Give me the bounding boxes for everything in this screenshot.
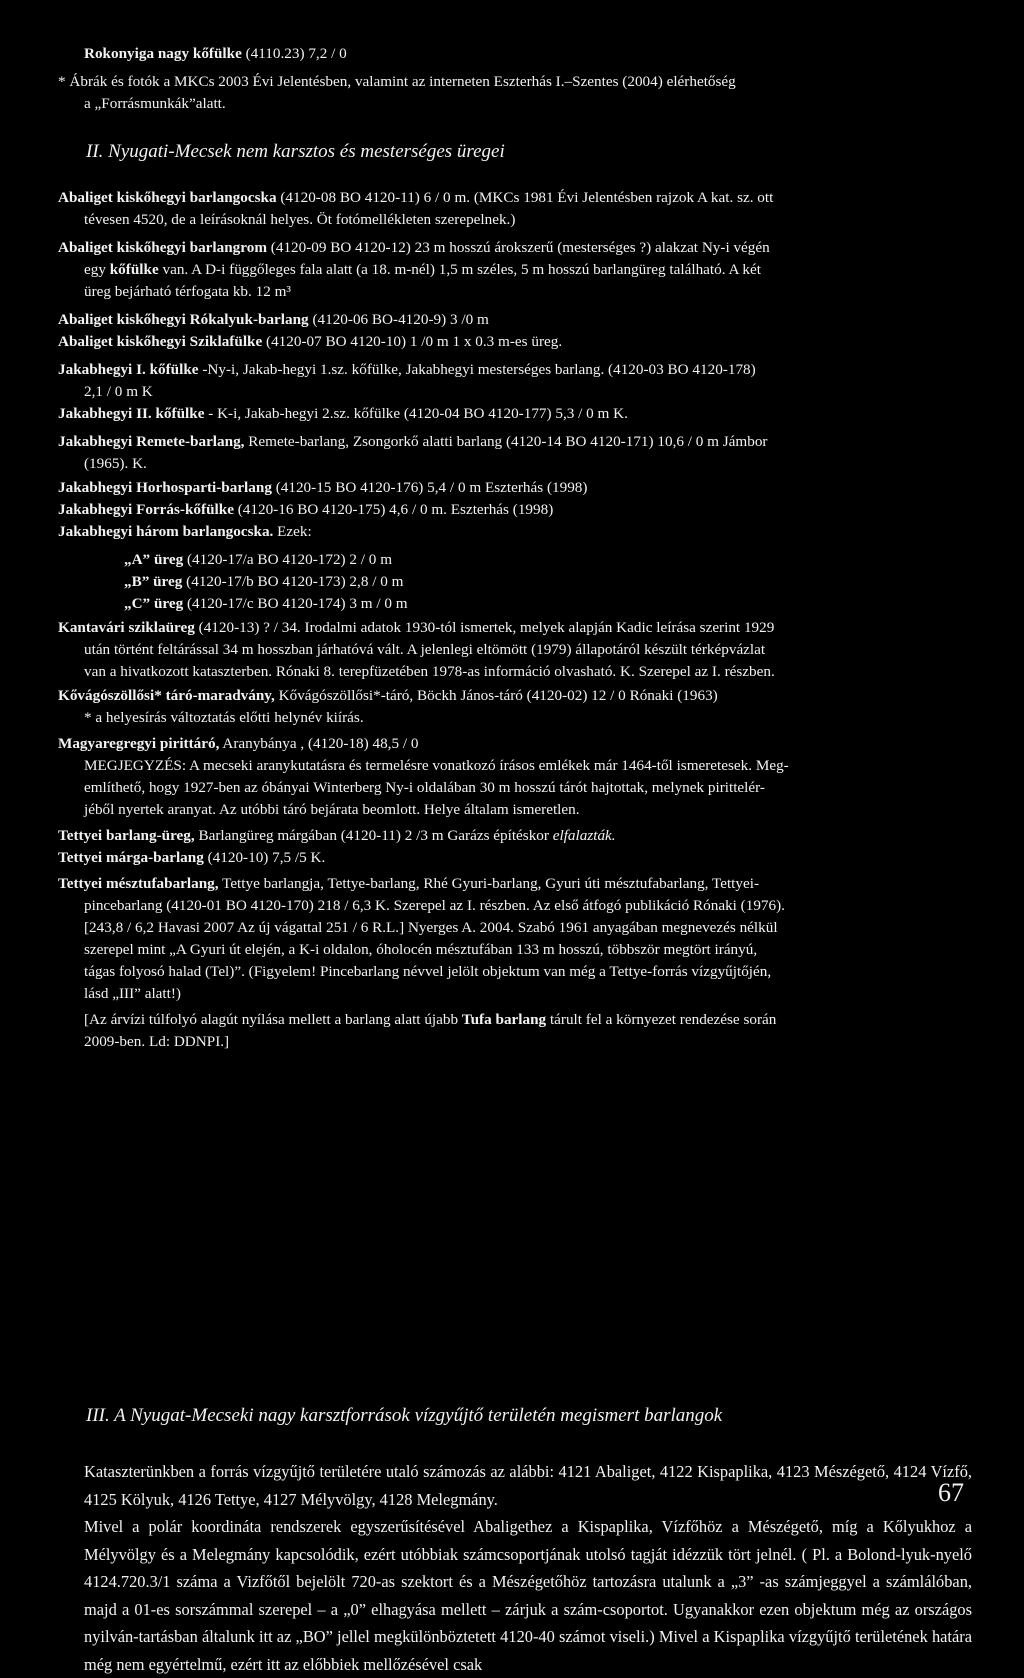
text-line: [84, 918, 984, 938]
text-span: Tettye barlangja, Tettye-barlang, Rhé Gyuri-barlang, Gyuri úti mésztufabarlang, Tettyei-: [218, 875, 759, 892]
text-span: tárult fel a környezet rendezése során: [546, 1011, 777, 1028]
entry-name: Magyaregregyi pirittáró,: [58, 735, 220, 752]
text-span: (4120-06 BO-4120-9) 3 /0 m: [308, 311, 489, 328]
text-line: [58, 734, 958, 754]
text-span: (4120-17/a BO 4120-172) 2 / 0 m: [183, 551, 393, 568]
text-span: (4120-09 BO 4120-12) 23 m hosszú árokszerű (mesterséges ?) alakzat Ny-i végén: [267, 239, 770, 256]
entry-name: Jakabhegyi Horhosparti-barlang: [58, 479, 272, 496]
entry-name: „A” üreg: [124, 551, 184, 568]
text-line: [84, 640, 984, 660]
text-span: Remete-barlang, Zsongorkő alatti barlang (4120-14 BO 4120-171) 10,6 / 0 m Jámbor: [244, 433, 768, 450]
text-line: [84, 962, 984, 982]
text-line: [84, 756, 984, 776]
text-line: [58, 432, 958, 452]
text-line: [84, 940, 984, 960]
text-span: pincebarlang (4120-01 BO 4120-170) 218 / 6,3 K. Szerepel az I. részben. Az első átfogó publikáció Rónaki (1976).: [84, 897, 785, 914]
paragraph: Mivel a polár koordináta rendszerek egyszerűsítésével Abaligethez a Kispaplika, Vízfőhöz a Mészégető, míg a Kőlyukhoz a Mélyvölgy és a Melegmány kapcsolódik, ezért utóbbiak számcsoportjának utolsó tagját idézzük tört jelnél. ( Pl. a Bolond-lyuk-nyelő 4124.720.3/1 száma a Vizfőtől bejelölt 720-as szektort és a Mészégetőhöz tartozásra utalunk a „3” -as számjeggyel a számlálóban, majd a 01-es sorszámmal szerepel – a „0” elhagyása mellett – zárjuk a szám-csoportot. Ugyanakkor ezen objektum még az országos nyilván-tartásban általunk itt az „BO” jellel megkülönböztetett 4120-40 számot viseli.) Mivel a Kispaplika vízgyűjtő területének határa még nem egyértelmű, ezért itt az előbbiek mellőzésével csak: [84, 1517, 972, 1674]
text-span: 2009-ben. Ld: DDNPI.]: [84, 1033, 230, 1050]
text-span: (1965). K.: [84, 455, 147, 472]
paragraph: Kataszterünkben a forrás vízgyűjtő területére utaló számozás az alábbi: 4121 Abaliget, 4122 Kispaplika, 4123 Mészégető, 4124 Vízfő, 4125 Kölyuk, 4126 Tettye, 4127 Mélyvölgy, 4128 Melegmány.: [84, 1462, 972, 1509]
text-span: (4120-15 BO 4120-176) 5,4 / 0 m Eszterhás (1998): [271, 479, 588, 496]
text-span: elfalazták.: [552, 827, 616, 844]
entry-name: Jakabhegyi Forrás-kőfülke: [58, 501, 234, 518]
entry-name: Rokonyiga nagy kőfülke: [84, 45, 242, 62]
text-line: [84, 1010, 984, 1030]
text-span: Barlangüreg márgában (4120-11) 2 /3 m Garázs építéskor: [194, 827, 553, 844]
text-span: van. A D-i függőleges fala alatt (a 18. m-nél) 1,5 m széles, 5 m hosszú barlangüreg található. A két: [158, 261, 761, 278]
entry-name: Tufa barlang: [461, 1011, 547, 1028]
text-line: [84, 282, 984, 302]
text-line: [84, 210, 984, 230]
text-span: (4120-10) 7,5 /5 K.: [203, 849, 326, 866]
text-span: (4120-17/b BO 4120-173) 2,8 / 0 m: [182, 573, 404, 590]
entry-name: Tettyei márga-barlang: [58, 849, 204, 866]
text-span: tévesen 4520, de a leírásoknál helyes. Öt fotómellékleten szerepelnek.): [84, 211, 516, 228]
entry-name: „B” üreg: [124, 573, 183, 590]
entry-name: Kantavári sziklaüreg: [58, 619, 195, 636]
text-line: [58, 238, 958, 258]
entry-name: Abaliget kiskőhegyi Sziklafülke: [58, 333, 263, 350]
entry-name: kőfülke: [109, 261, 159, 278]
entry-name: Jakabhegyi I. kőfülke: [58, 361, 199, 378]
entry-name: Kővágószöllősi* táró-maradvány,: [58, 687, 275, 704]
text-line: [58, 522, 958, 542]
text-line: [84, 1032, 984, 1052]
text-line: [58, 478, 958, 498]
entry-name: Abaliget kiskőhegyi barlangrom: [58, 239, 267, 256]
text-line: [84, 800, 984, 820]
text-span: * a helyesírás változtatás előtti helynév kiírás.: [84, 709, 364, 726]
text-span: II. Nyugati-Mecsek nem karsztos és mesterséges üregei: [86, 141, 505, 162]
text-line: [58, 848, 958, 868]
entry-name: „C” üreg: [124, 595, 184, 612]
text-span: említhető, hogy 1927-ben az óbányai Winterberg Ny-i oldalában 30 m hosszú tárót hajtottak, melynek pirittelér-: [84, 779, 765, 796]
entry-name: Jakabhegyi II. kőfülke: [58, 405, 205, 422]
text-span: lásd „III” alatt!): [84, 985, 181, 1002]
text-line: [58, 332, 958, 352]
text-line: [58, 360, 958, 380]
entry-name: Abaliget kiskőhegyi Rókalyuk-barlang: [58, 311, 309, 328]
text-line: [58, 188, 958, 208]
text-line: [58, 618, 958, 638]
text-line: [86, 142, 986, 162]
text-span: MEGJEGYZÉS: A mecseki aranykutatásra és termelésre vonatkozó írásos emlékek már 1464-től ismeretesek. Meg-: [84, 757, 789, 774]
text-span: -Ny-i, Jakab-hegyi 1.sz. kőfülke, Jakabhegyi mesterséges barlang. (4120-03 BO 4120-178): [198, 361, 756, 378]
text-line: [58, 310, 958, 330]
text-span: [Az árvízi túlfolyó alagút nyílása mellett a barlang alatt újabb: [84, 1011, 462, 1028]
text-span: (4120-16 BO 4120-175) 4,6 / 0 m. Eszterhás (1998): [233, 501, 554, 518]
entry-name: Tettyei mésztufabarlang,: [58, 875, 219, 892]
text-line: [84, 778, 984, 798]
text-line: [84, 260, 984, 280]
text-span: jéből nyertek aranyat. Az utóbbi táró bejárata beomlott. Helye általam ismeretlen.: [84, 801, 580, 818]
text-span: üreg bejárható térfogata kb. 12 m³: [84, 283, 291, 300]
entry-name: Jakabhegyi három barlangocska.: [58, 523, 274, 540]
text-span: (4110.23) 7,2 / 0: [241, 45, 347, 62]
text-line: [84, 44, 984, 64]
text-line: [58, 686, 958, 706]
text-line: [84, 896, 984, 916]
text-line: [84, 984, 984, 1004]
text-line: [84, 708, 984, 728]
entry-name: Jakabhegyi Remete-barlang,: [58, 433, 245, 450]
text-span: Aranybánya , (4120-18) 48,5 / 0: [219, 735, 419, 752]
text-span: (4120-13) ? / 34. Irodalmi adatok 1930-tól ismertek, melyek alapján Kadic leírása szerint 1929: [194, 619, 775, 636]
text-line: [84, 662, 984, 682]
section-3-body: [84, 1458, 972, 1678]
text-line: [84, 382, 984, 402]
text-span: * Ábrák és fotók a MKCs 2003 Évi Jelentésben, valamint az interneten Eszterhás I.–Szentes (2004) elérhetőség: [58, 73, 736, 90]
text-span: után történt feltárással 34 m hosszban járhatóvá vált. A jelenlegi eltömött (1979) állapotáról készült térképvázlat: [84, 641, 766, 658]
text-line: [58, 72, 958, 92]
entry-name: Abaliget kiskőhegyi barlangocska: [58, 189, 277, 206]
page-number: 67: [938, 1478, 964, 1507]
text-span: van a hivatkozott kataszterben. Rónaki 8. terepfüzetében 1978-as információ olvasható. K. Szerepel az I. részben.: [84, 663, 775, 680]
text-span: szerepel mint „A Gyuri út elején, a K-i oldalon, óholocén mésztufában 133 m hosszú, többször megtört irányú,: [84, 941, 758, 958]
text-line: [124, 572, 1024, 592]
text-span: (4120-08 BO 4120-11) 6 / 0 m. (MKCs 1981 Évi Jelentésben rajzok A kat. sz. ott: [276, 189, 774, 206]
text-span: [243,8 / 6,2 Havasi 2007 Az új vágattal 251 / 6 R.L.] Nyerges A. 2004. Szabó 1961 anyagában megnevezés nélkül: [84, 919, 778, 936]
section-heading-3: III. A Nyugat-Mecseki nagy karsztforrások vízgyűjtő területén megismert barlangok: [86, 1405, 723, 1426]
text-line: [84, 94, 984, 114]
text-line: [58, 826, 958, 846]
text-line: [84, 454, 984, 474]
entry-name: Tettyei barlang-üreg,: [58, 827, 195, 844]
text-span: - K-i, Jakab-hegyi 2.sz. kőfülke (4120-04 BO 4120-177) 5,3 / 0 m K.: [204, 405, 628, 422]
text-line: [58, 404, 958, 424]
text-line: [58, 874, 958, 894]
text-span: a „Forrásmunkák”alatt.: [84, 95, 226, 112]
text-span: tágas folyosó halad (Tel)”. (Figyelem! Pincebarlang névvel jelölt objektum van még a Tettye-forrás vízgyűjtőjén,: [84, 963, 772, 980]
text-span: 2,1 / 0 m K: [84, 383, 153, 400]
text-line: [124, 594, 1024, 614]
text-line: [124, 550, 1024, 570]
text-line: [58, 500, 958, 520]
text-span: Kővágószöllősi*-táró, Böckh János-táró (4120-02) 12 / 0 Rónaki (1963): [274, 687, 718, 704]
text-span: Ezek:: [273, 523, 312, 540]
text-span: (4120-07 BO 4120-10) 1 /0 m 1 x 0.3 m-es üreg.: [262, 333, 563, 350]
text-span: (4120-17/c BO 4120-174) 3 m / 0 m: [183, 595, 408, 612]
text-span: egy: [84, 261, 110, 278]
